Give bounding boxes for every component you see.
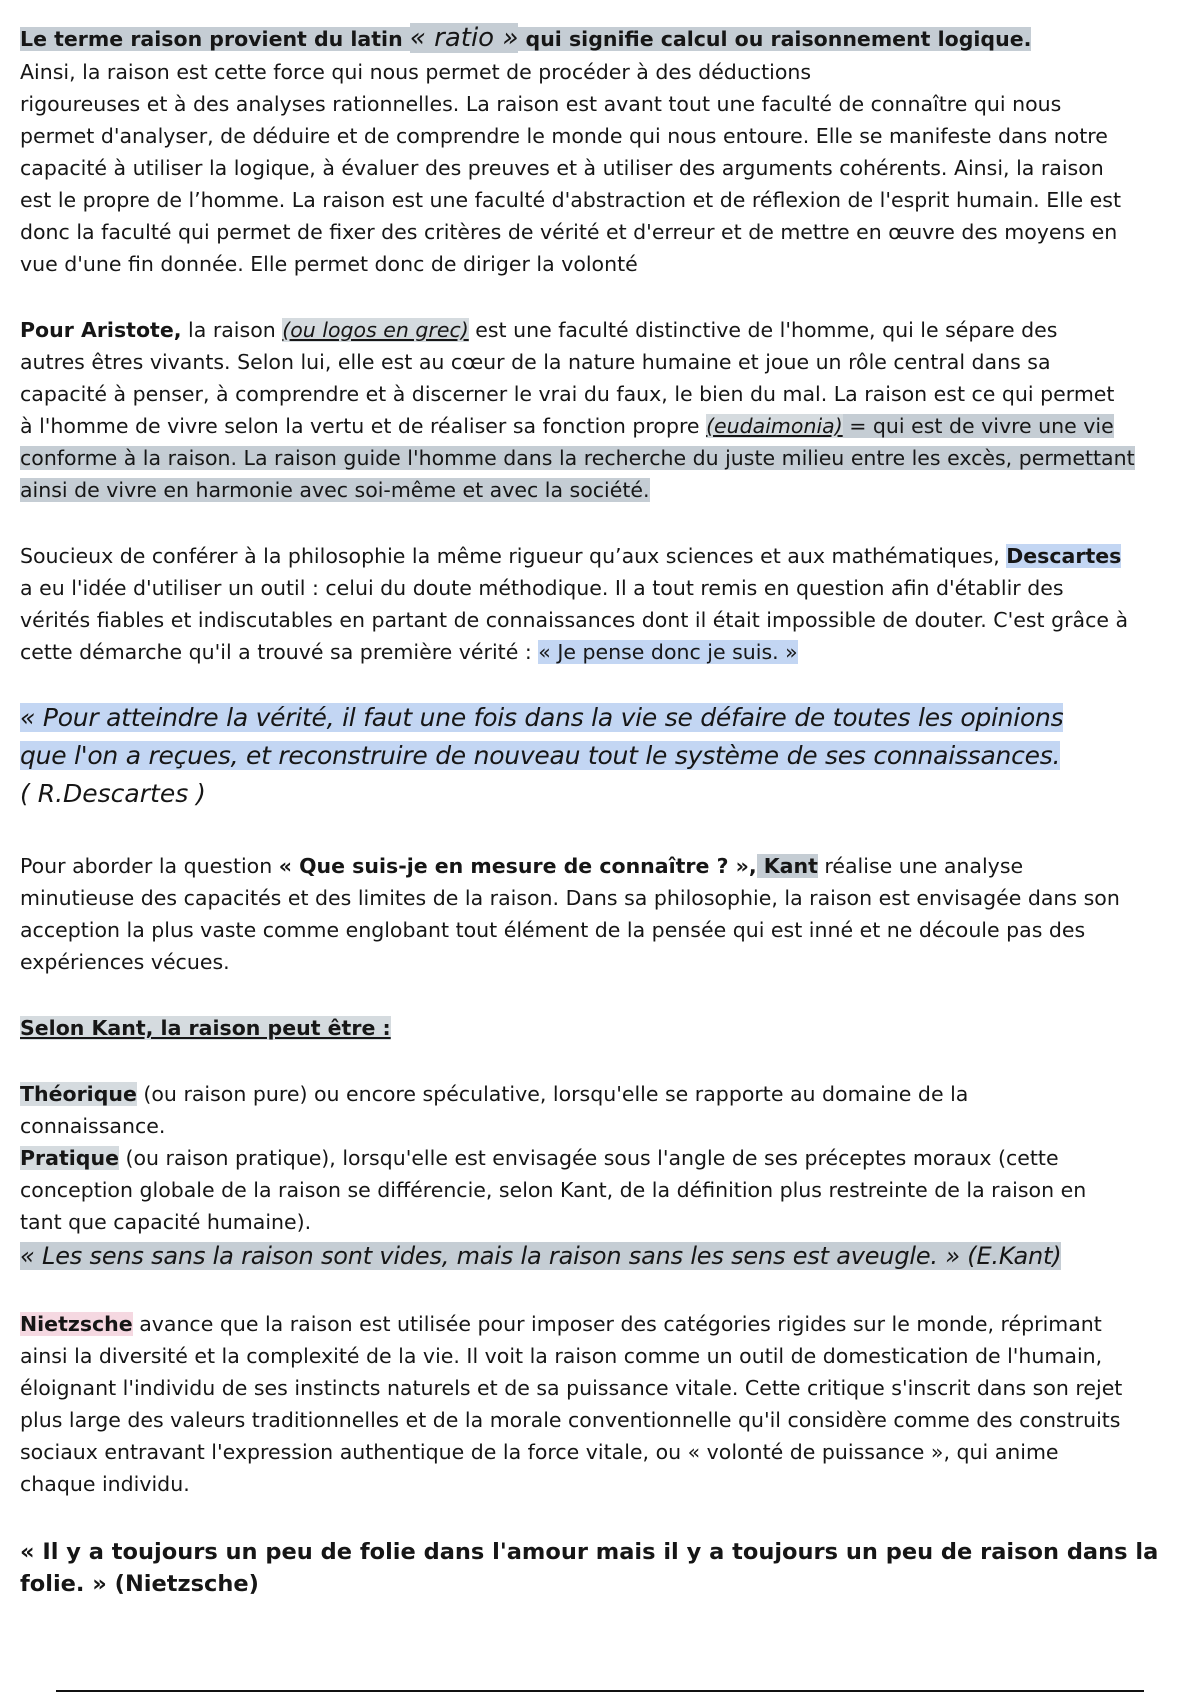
intro-heading [20,22,1031,55]
aristote-line: capacité à penser, à comprendre et à discerner le vrai du faux, le bien du mal. La raison est ce qui permet [20,382,1115,406]
kant-line: minutieuse des capacités et des limites de la raison. Dans sa philosophie, la raison est envisagée dans son [20,886,1120,910]
nietzsche-text: avance que la raison est utilisée pour imposer des catégories rigides sur le monde, réprimant [132,1312,1102,1336]
descartes-quote-attribution: ( R.Descartes ) [20,779,206,808]
aristote-line [20,474,650,506]
descartes-line-4 [20,636,798,668]
logos-term: (ou logos en grec) [282,318,469,342]
aristote-highlight: ainsi de vivre en harmonie avec soi-même et avec la société. [20,478,650,502]
intro-line: donc la faculté qui permet de fixer des critères de vérité et d'erreur et de mettre en œuvre des moyens en [20,220,1118,244]
nietzsche-line: chaque individu. [20,1472,190,1496]
descartes-name: Descartes [1006,544,1122,568]
theorique-term: Théorique [20,1082,137,1106]
nietzsche-quote-line: « Il y a toujours un peu de folie dans l'amour mais il y a toujours un peu de raison dans la [20,1539,1159,1565]
kant-line: connaissance. [20,1114,166,1138]
intro-line: permet d'analyser, de déduire et de comprendre le monde qui nous entoure. Elle se manifeste dans notre [20,124,1108,148]
kant-question: « Que suis-je en mesure de connaître ? », [278,854,757,878]
descartes-quote-text: que l'on a reçues, et reconstruire de nouveau tout le système de ses connaissances. [20,741,1061,770]
aristote-line [20,442,1135,474]
descartes-text: Soucieux de conférer à la philosophie la même rigueur qu’aux sciences et aux mathématiques, [20,544,1007,568]
descartes-line-1 [20,540,1121,572]
aristote-text: à l'homme de vivre selon la vertu et de réaliser sa fonction propre [20,414,707,438]
bottom-divider [56,1690,1144,1692]
aristote-line-4 [20,410,1114,442]
aristote-line-1 [20,314,1057,346]
intro-heading-ratio: « ratio » [409,23,519,53]
nietzsche-line: sociaux entravant l'expression authentique de la force vitale, ou « volonté de puissance », qui anime [20,1440,1059,1464]
aristote-text: la raison [181,318,283,342]
nietzsche-quote-line: folie. » (Nietzsche) [20,1571,259,1597]
kant-text: (ou raison pratique), lorsqu'elle est envisagée sous l'angle de ses préceptes moraux (cette [118,1146,1059,1170]
intro-line: capacité à utiliser la logique, à évaluer des preuves et à utiliser des arguments cohérents. Ainsi, la raison [20,156,1104,180]
kant-text: (ou raison pure) ou encore spéculative, lorsqu'elle se rapporte au domaine de la [136,1082,969,1106]
intro-line: vue d'une fin donnée. Elle permet donc de diriger la volonté [20,252,638,276]
kant-theorique-line [20,1078,968,1110]
aristote-highlight: conforme à la raison. La raison guide l'homme dans la recherche du juste milieu entre les excès, permettant [20,446,1135,470]
kant-line: conception globale de la raison se différencie, selon Kant, de la définition plus restreinte de la raison en [20,1178,1087,1202]
intro-line: rigoureuses et à des analyses rationnelles. La raison est avant tout une faculté de connaître qui nous [20,92,1062,116]
nietzsche-line-1 [20,1308,1102,1340]
cogito-quote: « Je pense donc je suis. » [538,640,798,664]
aristote-text: est une faculté distinctive de l'homme, qui le sépare des [468,318,1058,342]
kant-text: Pour aborder la question [20,854,279,878]
descartes-line: vérités fiables et indiscutables en partant de connaissances dont il était impossible de douter. C'est grâce à [20,608,1129,632]
kant-line: expériences vécues. [20,950,230,974]
pratique-term: Pratique [20,1146,119,1170]
aristote-name: Pour Aristote, [20,318,182,342]
kant-subheading-text: Selon Kant, la raison peut être : [20,1016,391,1040]
kant-pratique-line [20,1142,1059,1174]
descartes-text: cette démarche qu'il a trouvé sa première vérité : [20,640,539,664]
descartes-quote-text: « Pour atteindre la vérité, il faut une fois dans la vie se défaire de toutes les opinions [20,703,1064,732]
kant-quote [20,1240,1061,1272]
descartes-line: a eu l'idée d'utiliser un outil : celui du doute méthodique. Il a tout remis en question afin d'établir des [20,576,1064,600]
nietzsche-line: plus large des valeurs traditionnelles et de la morale conventionnelle qu'il considère comme des construits [20,1408,1121,1432]
aristote-line: autres êtres vivants. Selon lui, elle est au cœur de la nature humaine et joue un rôle central dans sa [20,350,1051,374]
kant-name: Kant [756,854,818,878]
kant-line: tant que capacité humaine). [20,1210,312,1234]
intro-heading-pre: Le terme raison provient du latin [20,27,410,51]
kant-line-1 [20,850,1023,882]
intro-line: est le propre de l’homme. La raison est une faculté d'abstraction et de réflexion de l'esprit humain. Elle est [20,188,1122,212]
aristote-highlight: = qui est de vivre une vie [842,414,1114,438]
nietzsche-name: Nietzsche [20,1312,133,1336]
nietzsche-line: ainsi la diversité et la complexité de la vie. Il voit la raison comme un outil de domestication de l'humain, [20,1344,1103,1368]
kant-text: réalise une analyse [817,854,1024,878]
eudaimonia-term: (eudaimonia) [706,414,843,438]
intro-line: Ainsi, la raison est cette force qui nous permet de procéder à des déductions [20,60,812,84]
descartes-quote-line [20,740,1060,772]
kant-subheading [20,1012,391,1044]
kant-quote-text: « Les sens sans la raison sont vides, mais la raison sans les sens est aveugle. » (E.Kant) [20,1242,1062,1270]
nietzsche-line: éloignant l'individu de ses instincts naturels et de sa puissance vitale. Cette critique s'inscrit dans son rejet [20,1376,1123,1400]
kant-line: acception la plus vaste comme englobant tout élément de la pensée qui est inné et ne découle pas des [20,918,1086,942]
descartes-quote-line [20,702,1063,734]
intro-heading-post: qui signifie calcul ou raisonnement logique. [518,27,1032,51]
